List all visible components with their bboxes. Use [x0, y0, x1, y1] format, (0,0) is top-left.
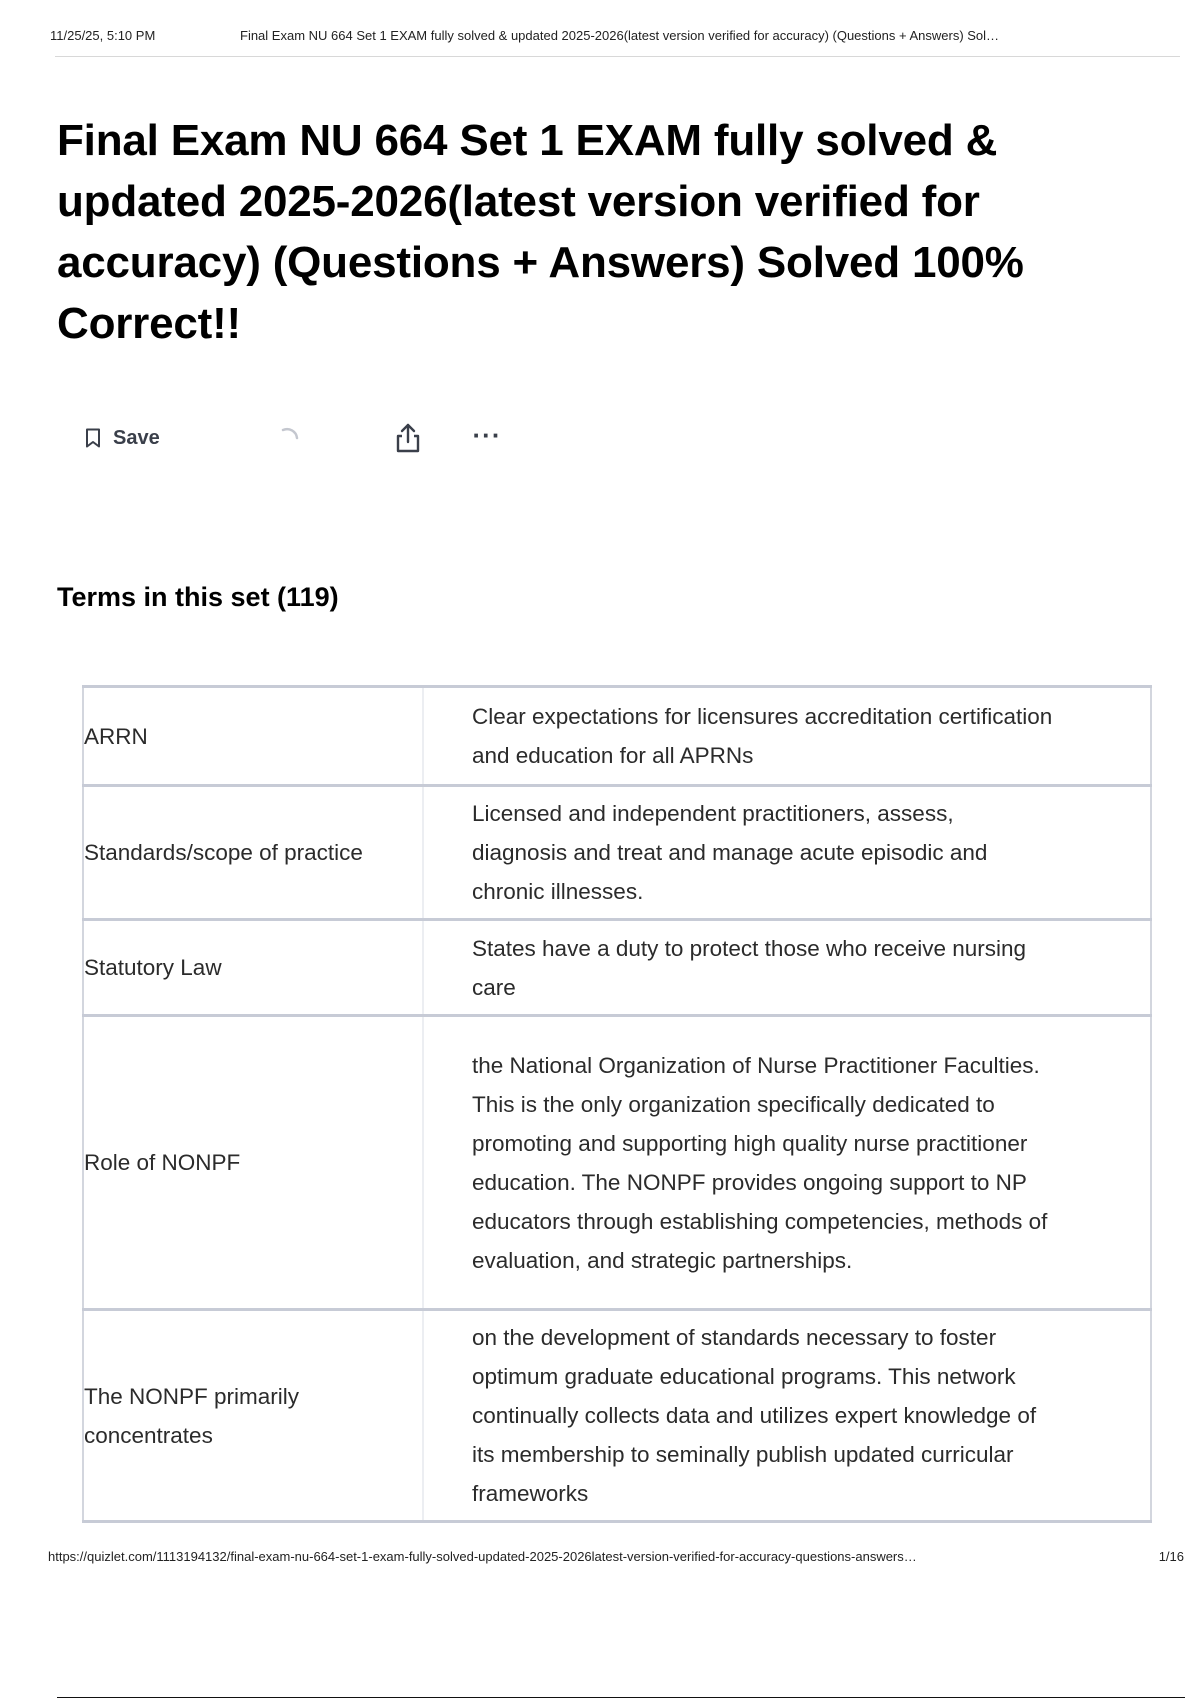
term-row: [83, 786, 1151, 920]
term-cell: ARRN: [83, 687, 423, 786]
page-break-rule: [57, 1697, 1185, 1698]
term-row: [83, 920, 1151, 1016]
print-url: https://quizlet.com/1113194132/final-exam-nu-664-set-1-exam-fully-solved-updated-2025-2026latest-version-verified-for-accuracy-questions-answers…: [48, 1549, 917, 1564]
set-toolbar: [85, 420, 525, 456]
definition-cell: on the development of standards necessary to foster optimum graduate educational programs. This network continually collects data and utilizes expert knowledge of its membership to seminally publish updated curricular frameworks: [423, 1310, 1151, 1522]
header-divider: [55, 56, 1180, 57]
term-cell: Role of NONPF: [83, 1016, 423, 1310]
definition-cell: the National Organization of Nurse Practitioner Faculties. This is the only organization specifically dedicated to promoting and supporting high quality nurse practitioner education. The NONPF provides ongoing support to NP educators through establishing competencies, methods of evaluation, and strategic partnerships.: [423, 1016, 1151, 1310]
term-row: [83, 687, 1151, 786]
definition-cell: Licensed and independent practitioners, assess, diagnosis and treat and manage acute episodic and chronic illnesses.: [423, 786, 1151, 920]
save-button[interactable]: [85, 420, 160, 456]
print-timestamp: 11/25/25, 5:10 PM: [50, 28, 156, 43]
print-page-title: Final Exam NU 664 Set 1 EXAM fully solved & updated 2025-2026(latest version verified for accuracy) (Questions + Answers) Sol…: [240, 28, 1000, 43]
term-cell: The NONPF primarily concentrates: [83, 1310, 423, 1522]
more-icon[interactable]: ···: [472, 420, 502, 450]
spinner-icon: [275, 424, 303, 452]
term-row: [83, 1310, 1151, 1522]
page-title: Final Exam NU 664 Set 1 EXAM fully solved & updated 2025-2026(latest version verified for accuracy) (Questions + Answers) Solved 100% Correct!!: [57, 116, 1024, 348]
term-row: [83, 1016, 1151, 1310]
save-label: Save: [113, 426, 160, 449]
bookmark-icon: [85, 428, 101, 448]
page-number: 1/16: [1158, 1549, 1184, 1564]
print-footer: [48, 1549, 1184, 1564]
term-cell: Standards/scope of practice: [83, 786, 423, 920]
definition-cell: Clear expectations for licensures accreditation certification and education for all APRNs: [423, 687, 1151, 786]
print-header: [50, 28, 1180, 43]
share-icon[interactable]: [393, 422, 423, 454]
definition-cell: States have a duty to protect those who receive nursing care: [423, 920, 1151, 1016]
terms-table: [82, 685, 1152, 1523]
term-cell: Statutory Law: [83, 920, 423, 1016]
terms-heading: Terms in this set (119): [57, 582, 339, 612]
